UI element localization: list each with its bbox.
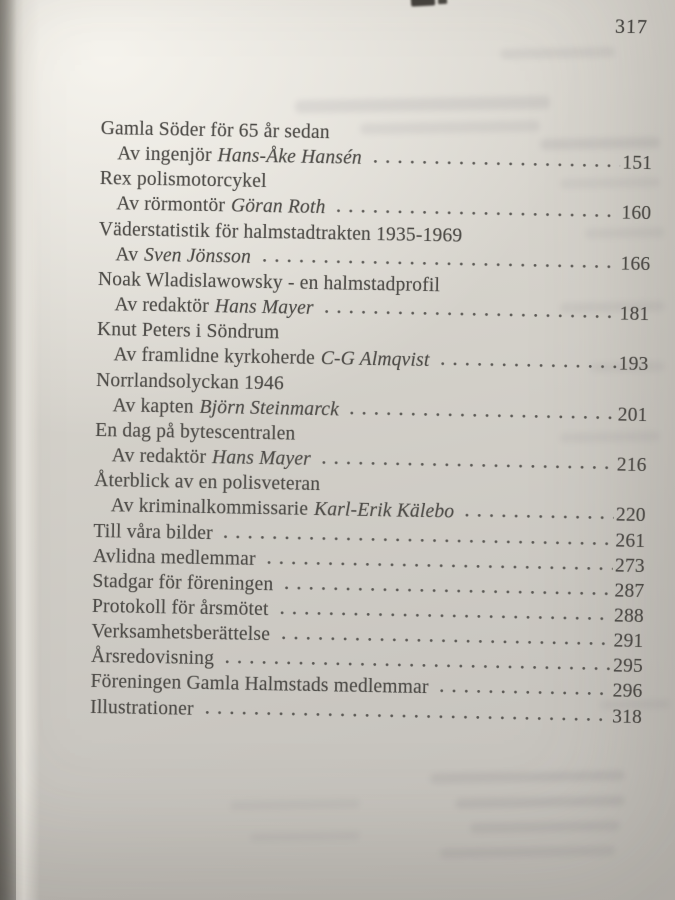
toc-author-name: Sven Jönsson: [143, 244, 252, 268]
toc-author-prefix: Av framlidne kyrkoherde: [113, 344, 316, 370]
toc-author-prefix: Av: [115, 244, 139, 266]
bleedthrough-ghost-text: [440, 845, 615, 858]
dot-leader: [325, 309, 618, 319]
toc-author-name: Björn Steinmarck: [199, 396, 340, 421]
dot-leader: [225, 660, 611, 672]
page-number: 317: [614, 15, 649, 39]
bleedthrough-ghost-text: [430, 770, 625, 783]
toc-author-prefix: Av rörmontör: [116, 193, 226, 217]
toc-author-prefix: Av kapten: [112, 394, 194, 418]
toc-page-number: 287: [614, 580, 645, 602]
dot-leader: [322, 460, 615, 470]
toc-title-text: Årsredovisning: [90, 646, 215, 670]
toc-page-number: 291: [613, 630, 644, 653]
bleedthrough-ghost-text: [470, 821, 620, 834]
bleedthrough-ghost-text: [500, 47, 615, 59]
toc-title-text: Avlidna medlemmar: [92, 545, 256, 570]
toc-author-name: Hans Mayer: [214, 296, 314, 320]
dot-leader: [440, 362, 616, 370]
bleedthrough-ghost-text: [455, 796, 625, 809]
toc-title-text: Protokoll för årsmötet: [91, 595, 269, 621]
toc-title-text: Gamla Söder för 65 år sedan: [100, 117, 330, 144]
bleedthrough-ghost-text: [295, 96, 550, 113]
toc-page-number: 295: [612, 655, 644, 678]
toc-title-text: Föreningen Gamla Halmstads medlemmar: [90, 671, 429, 699]
toc-author-prefix: Av kriminalkommissarie: [110, 495, 309, 521]
toc-page-number: 201: [617, 404, 648, 426]
toc-page-number: 220: [615, 504, 646, 527]
cropped-text-fragment: [411, 0, 435, 7]
toc-page-number: 318: [612, 706, 643, 728]
toc-author-name: Hans Mayer: [211, 447, 312, 470]
toc-title-text: Illustrationer: [89, 696, 194, 720]
toc-title-text: Verksamhetsberättelse: [91, 621, 271, 646]
toc-title-text: Norrlandsolyckan 1946: [95, 369, 285, 394]
toc-title-text: Till våra bilder: [93, 520, 214, 544]
dot-leader: [262, 258, 619, 270]
toc-author-prefix: Av redaktör: [114, 294, 210, 318]
toc-page-number: 160: [621, 203, 652, 225]
toc-author-name: C-G Almqvist: [320, 348, 430, 372]
bleedthrough-ghost-text: [230, 799, 360, 810]
toc-page-number: 151: [622, 152, 653, 175]
toc-author-prefix: Av ingenjör: [117, 143, 212, 167]
toc-title-text: Väderstatistik för halmstadtrakten 1935-1969: [98, 218, 463, 247]
toc-page-number: 166: [620, 253, 651, 275]
spine-shadow: [0, 0, 16, 900]
toc-page-number: 273: [614, 555, 646, 577]
dot-leader: [284, 585, 612, 596]
toc-title-text: Återblick av en polisveteran: [94, 470, 321, 496]
toc-page-number: 193: [618, 353, 649, 376]
dot-leader: [281, 636, 612, 647]
toc-page-number: 288: [613, 605, 645, 627]
toc-title-text: Knut Peters i Söndrum: [96, 319, 280, 344]
dot-leader: [373, 159, 621, 169]
dot-leader: [336, 209, 619, 219]
table-of-contents: [90, 116, 653, 730]
toc-author-prefix: Av redaktör: [111, 445, 207, 469]
toc-page-number: 181: [619, 303, 650, 326]
bleedthrough-ghost-text: [250, 831, 360, 842]
dot-leader: [267, 560, 613, 571]
toc-title-text: Stadgar för föreningen: [92, 570, 274, 596]
toc-author-name: Karl-Erik Kälebo: [313, 499, 455, 523]
toc-page-number: 216: [616, 454, 647, 477]
toc-author-name: Göran Roth: [230, 195, 326, 219]
dot-leader: [350, 410, 616, 420]
toc-title-text: Rex polismotorcykel: [99, 168, 267, 193]
dot-leader: [465, 513, 614, 521]
toc-author-name: Hans-Åke Hansén: [217, 145, 363, 169]
toc-title-text: En dag på bytescentralen: [95, 419, 296, 445]
dot-leader: [280, 610, 613, 621]
toc-title-text: Noak Wladislawowsky - en halmstadprofil: [97, 268, 441, 297]
toc-page-number: 296: [612, 680, 643, 703]
dot-leader: [205, 710, 611, 722]
toc-page-number: 261: [615, 530, 646, 552]
dot-leader: [440, 689, 611, 697]
dot-leader: [224, 534, 614, 546]
